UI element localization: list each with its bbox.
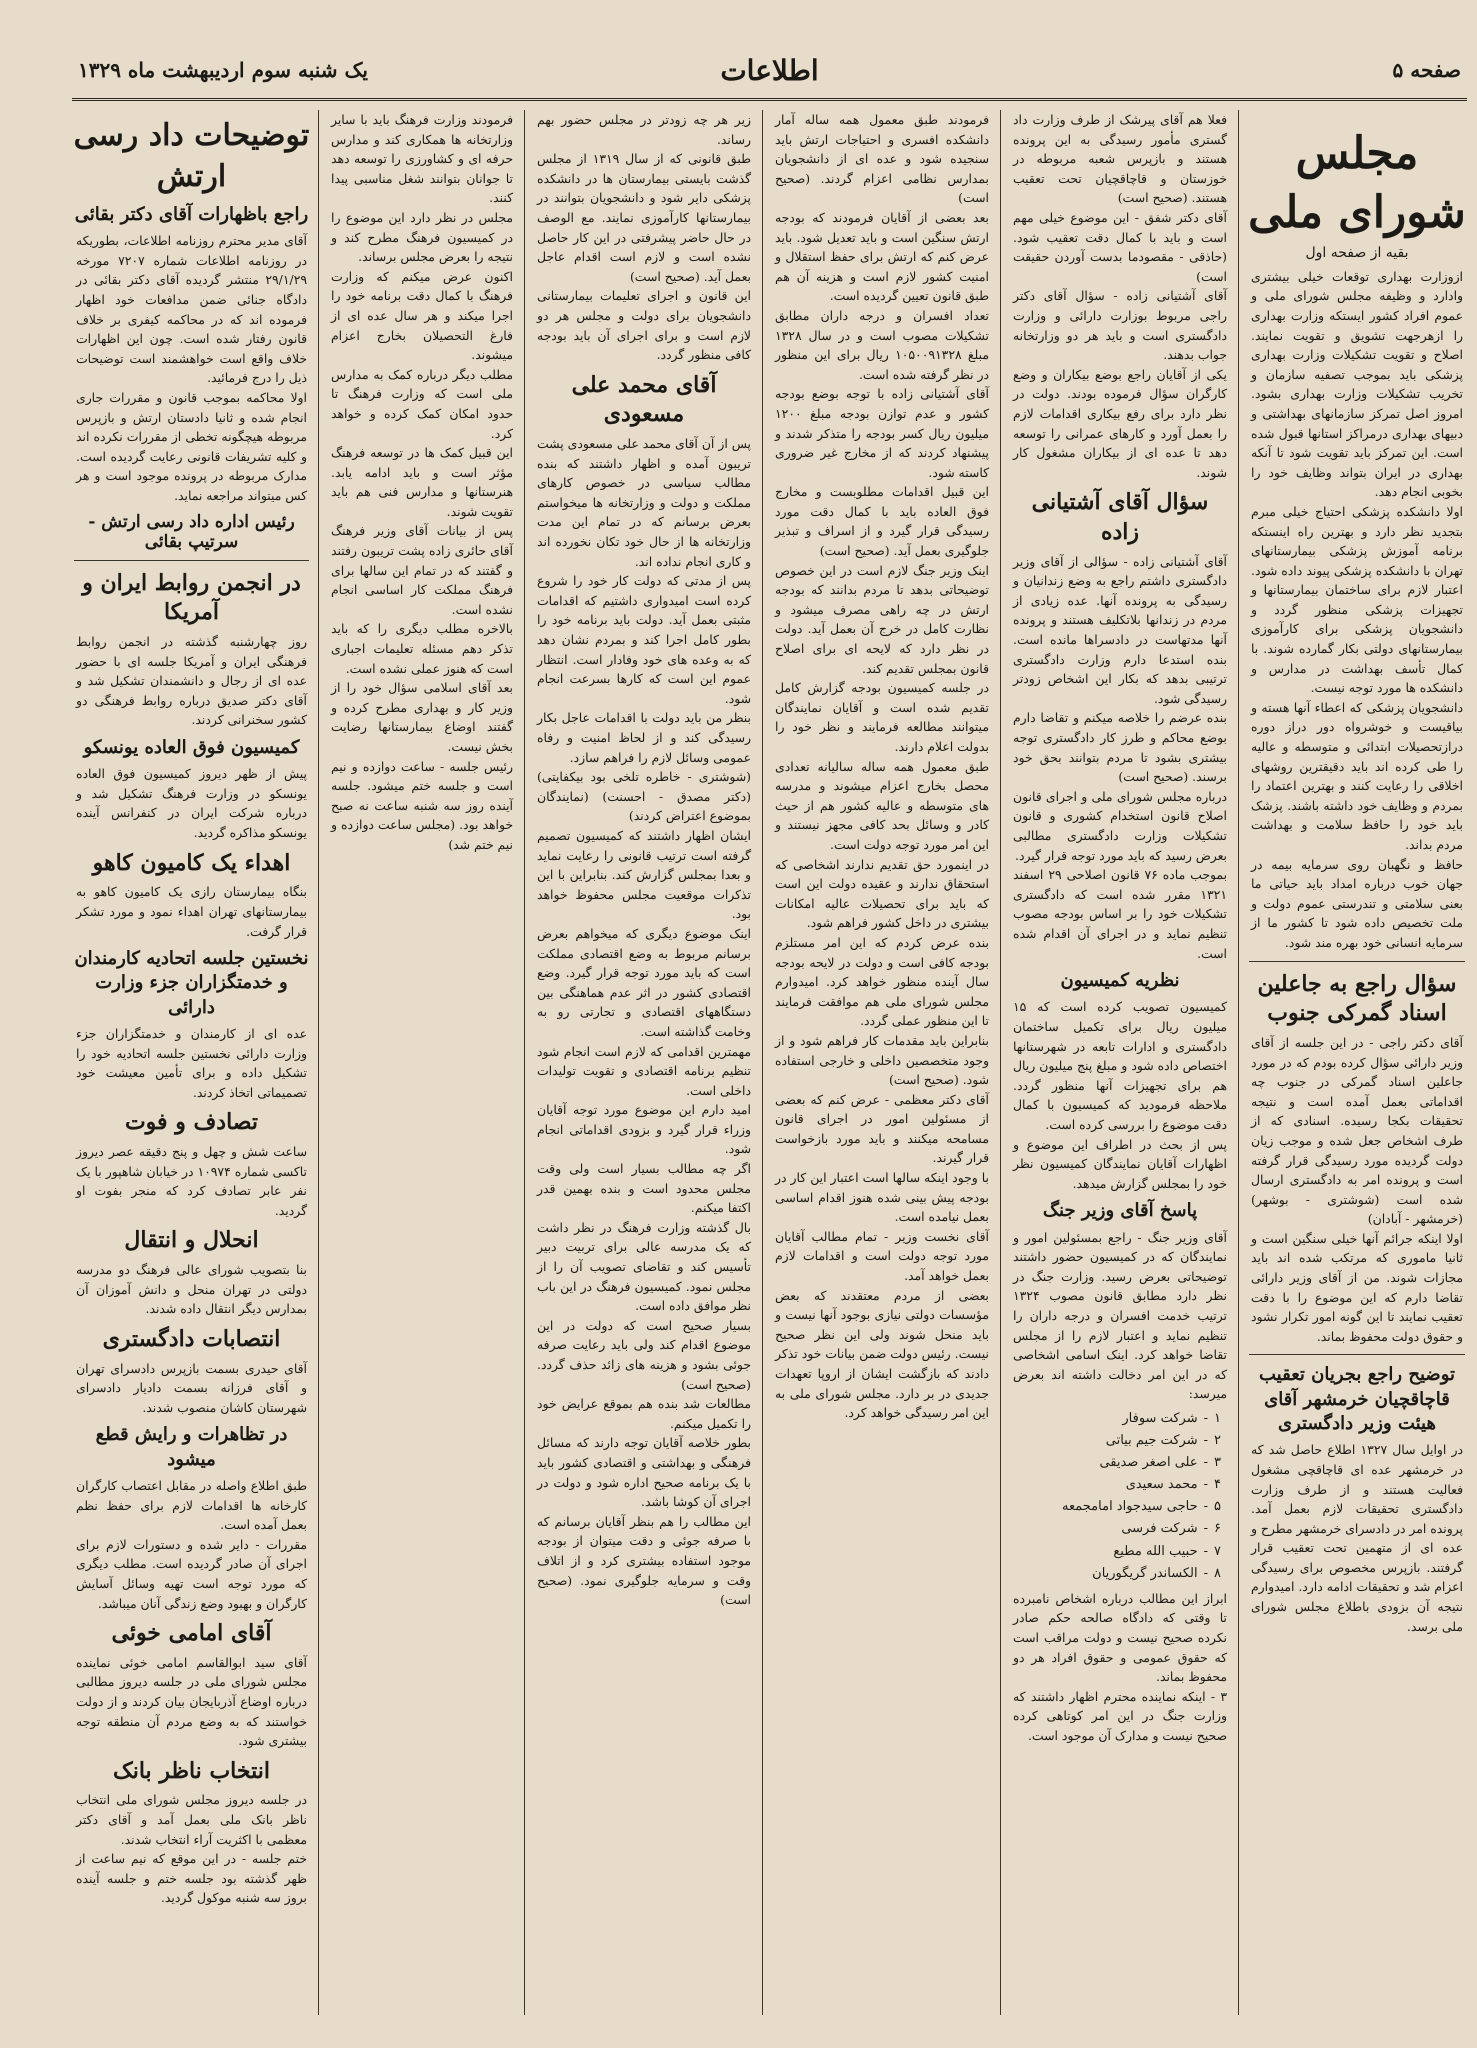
headline-unesco: کمیسیون فوق العاده یونسکو xyxy=(83,736,300,758)
paragraph: ازوزارت بهداری توقعات خیلی بیشتری وادارد و وظیفه مجلس شورای ملی و عموم افراد کشور ایستکه وزارت بهداری را ازهرجهت تشویق و تقویت نمایند. اصلاح و تقویت تشکیلات وزارت بهداری پزشکی باید بموجب تصفیه سازمان و تخریب تشکیلات وزارت بهداری بشود. امروز اصل تمرکز سازمانهای بهداشتی و دبیهای بهداری درمراکز استانها قبول شده است. این تمرکز باید تقویت شود تا آنکه بهداری در ایران بتواند وظایف خود را بخوبی انجام دهد. xyxy=(1251,268,1463,500)
paragraph: فرمودند وزارت فرهنگ باید با سایر وزارتخانه ها همکاری کند و مدارس حرفه ای و کشاورزی را توسعه دهد تا جوانان بتوانند شغل مناسبی پیدا کنند. xyxy=(331,112,513,206)
column-rule xyxy=(1000,110,1001,2015)
paragraph: آقای سید ابوالقاسم امامی خوئی نماینده مجلس شورای ملی در جلسه دیروز مطالبی درباره اوضاع آذربایجان بیان کردند و از دولت خواستند که به وضع مردم آن منطقه توجه بیشتری شود. xyxy=(76,1654,307,1749)
headline-ashtiani-question: سؤال آقای آشتیانی زاده xyxy=(1031,489,1209,545)
headline-bank-supervisor: انتخاب ناظر بانک xyxy=(113,1757,270,1784)
paragraph: فعلا هم آقای پیرشک از طرف وزارت داد گستری مأمور رسیدگی به این پرونده هستند و بازپرس شعبه مربوطه در خوزستان و قاچاقچیان تحت تعقیب هستند. (صحیح است) xyxy=(1013,112,1227,206)
paragraph: (شوشتری - خاطره تلخی بود بیکفایتی) (دکتر مصدق - احسنت) (نمایندگان بموضوع اعتراض کردند) xyxy=(537,769,751,824)
paragraph: آقای آشتیانی زاده - سؤالی از آقای وزیر دادگستری داشتم راجع به وضع زندانیان و رسیدگی به پرونده آنها. عده زیادی از مردم در زندانها بلاتکلیف هستند و پرونده آنها مدتهاست در دادسراها مانده است. بنده استدعا دارم وزارت دادگستری ترتیبی بدهد که بکار این اشخاص زودتر رسیدگی شود. xyxy=(1013,553,1227,706)
column-6 xyxy=(72,110,311,2015)
paragraph: ایشان اظهار داشتند که کمیسیون تصمیم گرفته است ترتیب قانونی را رعایت نماید و بعدا بمجلس گزارش کند. بنابراین با این تذکرات موقعیت مجلس محفوظ خواهد بود. xyxy=(537,827,751,922)
column-rule xyxy=(318,110,319,2015)
paragraph: بطور خلاصه آقایان توجه دارند که مسائل فرهنگی و بهداشتی و اقتصادی کشور باید با یک برنامه صحیح اداره شود و دولت در اجرای آن کوشا باشد. xyxy=(537,1435,751,1510)
paragraph: اولا اینکه جرائم آنها خیلی سنگین است و ثانیا ماموری که مرتکب شده اند باید مجازات شوند. من از آقای وزیر دارائی تقاضا دارم که این موضوع را با دقت تعقیب نمایند تا این گونه امور تکرار نشود و حقوق دولت محفوظ بماند. xyxy=(1251,1230,1463,1344)
paragraph: آقای آشتیانی زاده با توجه بوضع بودجه کشور و عدم توازن بودجه مبلغ ۱۲۰۰ میلیون ریال کسر بودجه را متذکر شدند و پیشنهاد کردند که از مخارج غیر ضروری کاسته شود. xyxy=(775,386,989,480)
paragraph: دانشجویان پزشکی که اعطاء آنها هسته و بیاقیست و خوشرواه دور دراز دوره درازتحصیلات ابتدائی و متوسطه و عالیه را طی کرده اند باید دقیقترین روشهای اخلاقی را رعایت کنند و بهترین اعتماد را بمردم و وظایف خود داشته باشند. پزشک باید خود را حافظ سلامت و بهداشت مردم بداند. xyxy=(1251,699,1463,852)
column-4 xyxy=(533,110,755,2015)
names-list xyxy=(1019,1408,1221,1585)
headline-accident: تصادف و فوت xyxy=(124,1109,259,1136)
signature-line: رئیس اداره داد رسی ارتش - سرتیپ بقائی xyxy=(88,511,295,552)
paragraph: پیش از ظهر دیروز کمیسیون فوق العاده یونسکو در وزارت فرهنگ تشکیل شد و درباره شرکت ایران در کنفرانس آینده یونسکو مذاکره گردید. xyxy=(76,766,307,841)
paragraph: یکی از آقایان راجع بوضع بیکاران و وضع کارگران سؤال فرموده بودند. دولت در نظر دارد برای رفع بیکاری اقدامات لازم را بعمل آورد و کارهای عمرانی را توسعه دهد تا عده ای از بیکاران مشغول کار شوند. xyxy=(1013,366,1227,480)
paragraph: اولا محاکمه بموجب قانون و مقررات جاری انجام شده و ثانیا دادستان ارتش و بازپرس مربوطه هیچگونه تخطی از مقررات نکرده اند و کلیه تشریفات قانونی رعایت گردیده است. مدارک مربوطه در پرونده موجود است و هر کس میتواند مراجعه نماید. xyxy=(76,390,307,504)
paragraph: مقررات - دایر شده و دستورات لازم برای اجرای آن صادر گردیده است. مطلب دیگری که مورد توجه است تهیه وسائل آسایش کارگران و بهبود وضع زندگی آنان میباشد. xyxy=(76,1536,307,1611)
paragraph: اکنون عرض میکنم که وزارت فرهنگ با کمال دقت برنامه خود را اجرا میکند و هر سال عده ای از فارغ التحصیلان بخارج اعزام میشوند. xyxy=(331,268,513,363)
paragraph: بنابراین باید مقدمات کار فراهم شود و از وجود متخصصین داخلی و خارجی استفاده شود. (صحیح است) xyxy=(775,1032,989,1088)
list-item: ۴ - محمد سعیدی xyxy=(1125,1477,1221,1493)
paragraph: ختم جلسه - در این موقع که نیم ساعت از ظهر گذشته بود جلسه ختم و جلسه آینده بروز سه شنبه موکول گردید. xyxy=(76,1851,307,1906)
paragraph: بعضی از مردم معتقدند که بعض مؤسسات دولتی نیازی بوجود آنها نیست و باید منحل شوند ولی این نظر صحیح نیست. رئیس دولت ضمن بیانات خود تذکر دادند که بازگشت ایشان از اروپا تعهدات جدیدی در بر دارد. مجلس شورای ملی به این امر رسیدگی خواهد کرد. xyxy=(775,1287,989,1421)
paragraph: آقای آشتیانی زاده - سؤال آقای دکتر راجی مربوط بوزارت دارائی و وزارت دادگستری است و باید هر دو وزارتخانه جواب بدهند. xyxy=(1013,288,1227,363)
headline-dissolution: انحلال و انتقال xyxy=(124,1227,259,1254)
headline-justice-appointments: انتصابات دادگستری xyxy=(102,1325,281,1352)
column-3 xyxy=(771,110,993,2015)
paragraph: فرمودند طبق معمول همه ساله آمار دانشکده افسری و احتیاجات ارتش باید سنجیده شود و عده ای از دانشجویان بمدارس نظامی اعزام گردند. (صحیح است) xyxy=(775,112,989,206)
headline-commission-opinion: نظریه کمیسیون xyxy=(1060,970,1180,992)
list-item: ۷ - حبیب الله مطیع xyxy=(1113,1543,1221,1559)
paragraph: در اینمورد حق تقدیم ندارند اشخاصی که استحقاق ندارند و عقیده دولت این است که باید برای تحصیلات عالیه امکانات بیشتری در داخل کشور فراهم شود. xyxy=(775,856,989,931)
column-rule xyxy=(1238,110,1239,2015)
paragraph: طبق قانونی که از سال ۱۳۱۹ از مجلس گذشت بایستی بیمارستان ها در دانشکده پزشکی دایر شود و دانشجویان بتوانند در بیمارستانها کارآموزی نمایند. مع الوصف در حال حاضر پیشرفتی در این کار حاصل نشده است و لازم است اقدام عاجل بعمل آید. (صحیح است) xyxy=(537,151,751,284)
divider xyxy=(1249,961,1465,962)
paragraph: پس از بیانات آقای وزیر فرهنگ آقای حائری زاده پشت تریبون رفتند و گفتند که در تمام این سالها برای فرهنگ مملکت کار اساسی انجام نشده است. xyxy=(331,523,513,617)
list-item: ۱ - شرکت سوفار xyxy=(1122,1411,1221,1426)
paragraph: بالاخره مطلب دیگری را که باید تذکر دهم مسئله تعلیمات اجباری است که هنوز عملی نشده است. xyxy=(331,621,513,676)
paragraph: زیر هر چه زودتر در مجلس حضور بهم رساند. xyxy=(537,112,751,147)
list-item: ۳ - علی اصغر صدیقی xyxy=(1099,1455,1221,1471)
paragraph: این مطالب را هم بنظر آقایان برسانم که با صرفه جوئی و دقت میتوان از بودجه موجود استفاده بیشتری کرد و از اتلاف وقت و سرمایه جلوگیری نمود. (صحیح است) xyxy=(537,1513,751,1608)
headline-finance-union: نخستین جلسه اتحادیه کارمندان و خدمتگزاران جزء وزارت دارائی xyxy=(74,948,309,1018)
paragraph: بنده عرض کردم که این امر مستلزم بودجه کافی است و دولت در لایحه بودجه سال آینده منظور خواهد کرد. امیدوارم مجلس شورای ملی هم موافقت فرمایند تا این منظور عملی گردد. xyxy=(775,934,989,1029)
paragraph: آقای نخست وزیر - تمام مطالب آقایان مورد توجه دولت است و اقدامات لازم بعمل خواهد آمد. xyxy=(775,1228,989,1284)
paragraph: پس از آن آقای محمد علی مسعودی پشت تریبون آمده و اظهار داشتند که بنده مطالب سیاسی در خصوص کارهای مملکت و دولت و وزارتخانه ها میخواستم بعرض برسانم که در تمام این مدت وزارتخانه ها از حال خود تکان نخورده اند و کاری انجام نداده اند. xyxy=(537,436,751,569)
masthead xyxy=(72,50,1467,101)
paragraph: پس از بحث در اطراف این موضوع و اظهارات آقایان نمایندگان کمیسیون نظر خود را بمجلس گزارش میدهد. xyxy=(1013,1136,1227,1191)
paragraph: مطالعات شد بنده هم بموقع عرایض خود را تکمیل میکنم. xyxy=(537,1396,751,1431)
divider xyxy=(74,560,309,561)
headline-iran-america: در انجمن روابط ایران و آمریکا xyxy=(82,569,301,626)
headline-khorramshahr-smugglers: توضیح راجع بجریان تعقیب قاچاقچیان خرمشهر آقای هیئت وزیر دادگستری xyxy=(1258,1364,1456,1435)
paragraph: در جلسه کمیسیون بودجه گزارش کامل تقدیم شده است و آقایان نمایندگان میتوانند مطالعه فرمایند و نظر خود را بدولت اعلام دارند. xyxy=(775,680,989,754)
list-item: ۲ - شرکت جیم بیاتی xyxy=(1105,1433,1221,1449)
paragraph: بال گذشته وزارت فرهنگ در نظر داشت که یک مدرسه عالی برای تربیت دبیر تأسیس کند و تقاضای تصویب آن را از مجلس نمود. کمیسیون فرهنگ در این باب نظر موافق داده است. xyxy=(537,1219,751,1314)
paragraph: درباره مجلس شورای ملی و اجرای قانون اصلاح قانون استخدام کشوری و قانون تشکیلات وزارت دادگستری مطالبی بعرض رسید که باید مورد توجه قرار گیرد. xyxy=(1013,788,1227,863)
paragraph: طبق اطلاع واصله در مقابل اعتصاب کارگران کارخانه ها اقدامات لازم برای حفظ نظم بعمل آمده است. xyxy=(76,1477,307,1533)
paragraph: این قانون و اجرای تعلیمات بیمارستانی دانشجویان برای دولت و مجلس هر دو لازم است و برای اجرای آن باید بودجه کافی منظور گردد. xyxy=(537,288,751,363)
column-5 xyxy=(327,110,517,2015)
paragraph: بنگاه بیمارستان رازی یک کامیون کاهو به بیمارستانهای تهران اهداء نمود و مورد تشکر قرار گرفت. xyxy=(76,884,307,939)
paragraph: بنده عرضم را خلاصه میکنم و تقاضا دارم بوضع محاکم و طرز کار دادگستری توجه بیشتری بشود تا مردم بتوانند بحق خود برسند. (صحیح است) xyxy=(1013,710,1227,785)
column-rule xyxy=(762,110,763,2015)
paragraph: بسیار صحیح است که دولت در این موضوع اقدام کند ولی باید رعایت صرفه جوئی بشود و هزینه های زائد حذف گردد. (صحیح است) xyxy=(537,1317,751,1392)
paragraph: طبق معمول همه ساله سالیانه تعدادی محصل بخارج اعزام میشوند و مدرسه های متوسطه و عالیه کشور هم از حیث کادر و وسائل بحد کافی مجهز نیستند و این امر مورد توجه دولت است. xyxy=(775,758,989,852)
column-2 xyxy=(1009,110,1231,2015)
paragraph: اینک موضوع دیگری که میخواهم بعرض برسانم مربوط به وضع اقتصادی مملکت است که باید مورد توجه قرار گیرد. وضع اقتصادی کشور در اثر عدم هماهنگی بین دستگاههای اقتصادی و تجارتی رو به وخامت گذاشته است. xyxy=(537,925,751,1039)
paragraph: ساعت شش و چهل و پنج دقیقه عصر دیروز تاکسی شماره ۱۰۹۷۴ در خیابان شاهپور با یک نفر عابر تصادف کرد که منجر بفوت او گردید. xyxy=(76,1144,307,1218)
paragraph: پس از مدتی که دولت کار خود را شروع کرده است امیدواری داشتیم که اقدامات مثبتی بعمل آید. دولت باید برنامه خود را بطور کامل اجرا کند و بمردم نشان دهد که به وعده های خود وفادار است. انتظار عموم این است که کارها بسرعت انجام شود. xyxy=(537,573,751,706)
article-title-majlis: مجلس شورای ملی xyxy=(1248,128,1466,239)
paragraph: مطلب دیگر درباره کمک به مدارس ملی است که وزارت فرهنگ تا حدود امکان کمک کرده و خواهد کرد. xyxy=(331,366,513,441)
paragraph: کمیسیون تصویب کرده است که ۱۵ میلیون ریال برای تکمیل ساختمان دادگستری و ادارات تابعه در شهرستانها اختصاص داده شود و مبلغ پنج میلیون ریال هم برای تجهیزات آنها منظور گردد. ملاحظه فرمودید که کمیسیون با کمال دقت موضوع را بررسی کرده است. xyxy=(1013,999,1227,1132)
paragraph: ابراز این مطالب درباره اشخاص نامبرده تا وقتی که دادگاه صالحه حکم صادر نکرده صحیح نیست و دولت مراقب است که حقوق عمومی و حقوق افراد هر دو محفوظ بماند. xyxy=(1013,1590,1227,1685)
paragraph: اینک وزیر جنگ لازم است در این خصوص توضیحاتی بدهد تا مردم بدانند که بودجه ارتش در چه راهی مصرف میشود و نظارت کامل در خرج آن بعمل آید. دولت در نظر دارد که لایحه ای برای اصلاح قانون بمجلس تقدیم کند. xyxy=(775,562,989,676)
divider xyxy=(1249,1354,1465,1355)
paragraph: آقای دکتر راجی - در این جلسه از آقای وزیر دارائی سؤال کرده بودم که در مورد جاعلین اسناد گمرکی در جنوب چه اقداماتی بعمل آمده است و نتیجه تحقیقات بکجا رسیده. اسنادی که از طرف اشخاص جعل شده و موجب زیان دولت گردیده مورد رسیدگی قرار گرفته است و پرونده امر به دادگستری ارسال شده است (شوشتری - بوشهر) (خرمشهر - آبادان) xyxy=(1251,1034,1463,1227)
paragraph: بنظر من باید دولت با اقدامات عاجل بکار رسیدگی کند و از لحاظ امنیت و رفاه عمومی وسائل لازم را فراهم سازد. xyxy=(537,710,751,765)
headline-emami-khoei: آقای امامی خوئی xyxy=(111,1620,272,1647)
list-item: ۵ - حاجی سیدجواد امامجمعه xyxy=(1062,1499,1221,1515)
column-1 xyxy=(1247,110,1467,2015)
headline-war-minister-reply: پاسخ آقای وزیر جنگ xyxy=(1042,1200,1198,1222)
page-number: صفحه ۵ xyxy=(1392,58,1461,82)
paragraph: بعد بعضی از آقایان فرمودند که بودجه ارتش سنگین است و باید تعدیل شود. باید عرض کنم که ارتش برای حفظ استقلال و امنیت کشور لازم است و هزینه آن هم طبق قانون تعیین گردیده است. xyxy=(775,209,989,304)
continued-note: بقیه از صفحه اول xyxy=(1305,244,1409,261)
newspaper-page xyxy=(72,50,1467,2020)
issue-date: یک شنبه سوم اردیبهشت ماه ۱۳۲۹ xyxy=(78,58,368,82)
headline-masoudi: آقای محمد علی مسعودی xyxy=(571,371,717,428)
column-rule xyxy=(524,110,525,2015)
paragraph: در جلسه دیروز مجلس شورای ملی انتخاب ناظر بانک ملی بعمل آمد و آقای دکتر معظمی با اکثریت آراء انتخاب شدند. xyxy=(76,1792,307,1847)
paragraph: اولا دانشکده پزشکی احتیاج خیلی مبرم بتجدید نظر دارد و بهترین راه اینستکه برنامه آموزش پزشکی بیمارستانهای تهران با دانشکده پزشکی پیوند داده شود. اعتبار لازم برای ساختمان بیمارستانها و تجهیزات پزشکی منظور گردد و دانشجویان پزشکی برای کارآموزی بیمارستانهای دولتی بکار گمارده شوند. با کمال تأسف بهداشت در مدارس و دانشکده ها مورد توجه نیست. xyxy=(1251,503,1463,696)
paragraph: مجلس در نظر دارد این موضوع را در کمیسیون فرهنگ مطرح کند و نتیجه را بعرض مجلس برساند. xyxy=(331,209,513,265)
paragraph: حافظ و نگهبان روی سرمایه بیمه در جهان خوب درباره امداد باید حیاتی ما بعنی سلامتی و تندرستی عموم دولت و ملت تخصیص داده شود تا کشور ما از سرمایه انسانی خود بهره مند شود. xyxy=(1251,856,1463,950)
paragraph: بنا بتصویب شورای عالی فرهنگ دو مدرسه دولتی در تهران منحل و دانش آموزان آن بمدارس دیگر انتقال داده شدند. xyxy=(76,1262,307,1317)
paragraph: آقای دکتر معظمی - عرض کنم که بعضی از مسئولین امور در اجرای قانون مسامحه میکنند و باید مورد بازخواست قرار گیرند. xyxy=(775,1091,989,1166)
paragraph: بموجب ماده ۷۶ قانون اصلاحی ۲۹ اسفند ۱۳۲۱ مقرر شده است که دادگستری تشکیلات خود را بر اساس بودجه مصوب تنظیم نماید و در اجرای آن اقدام شده است. xyxy=(1013,867,1228,961)
paragraph: آقای حیدری بسمت بازپرس دادسرای تهران و آقای فرزانه بسمت دادیار دادسرای شهرستان کاشان منصوب شدند. xyxy=(76,1360,307,1415)
paragraph: این قبیل کمک ها در توسعه فرهنگ مؤثر است و باید ادامه یابد. هنرستانها و مدارس فنی هم باید تقویت شوند. xyxy=(331,445,513,519)
paragraph: رئیس جلسه - ساعت دوازده و نیم است و جلسه ختم میشود. جلسه آینده روز سه شنبه ساعت نه صبح خواهد بود. (مجلس ساعت دوازده و نیم ختم شد) xyxy=(331,758,513,852)
subheadline-baghai: راجع باظهارات آقای دکتر بقائی xyxy=(74,204,309,225)
paragraph: آقای دکتر شفق - این موضوع خیلی مهم است و باید با کمال دقت تعقیب شود. (حاذقی - مقصودما بدست آوردن حقیقت است) xyxy=(1013,209,1227,284)
paragraph: امید دارم این موضوع مورد توجه آقایان وزراء قرار گیرد و بزودی اقداماتی انجام شود. xyxy=(537,1102,751,1157)
paragraph: با وجود اینکه سالها است اعتبار این کار در بودجه پیش بینی شده هنوز اقدام اساسی بعمل نیامده است. xyxy=(775,1170,989,1225)
headline-army-court: توضیحات داد رسی ارتش xyxy=(73,118,310,194)
paragraph: در اوایل سال ۱۳۲۷ اطلاع حاصل شد که در خرمشهر عده ای قاچاقچی مشغول فعالیت هستند و از طرف وزارت دادگستری تحقیقات لازم بعمل آمد. پرونده امر در دادسرای خرمشهر مطرح و عده ای از متهمین تحت تعقیب قرار گرفتند. بازپرس مخصوص برای رسیدگی اعزام شد و تحقیقات ادامه دارد. امیدوارم نتیجه آن بزودی باطلاع مجلس شورای ملی برسد. xyxy=(1251,1442,1463,1634)
paragraph: عده ای از کارمندان و خدمتگزاران جزء وزارت دارائی نخستین جلسه اتحادیه خود را تشکیل داده و برای تأمین معیشت خود تصمیماتی اتخاذ کردند. xyxy=(76,1025,307,1100)
paragraph: ۳ - اینکه نماینده محترم اظهار داشتند که وزارت جنگ در این امر کوتاهی کرده صحیح نیست و مدارک آن موجود است. xyxy=(1013,1688,1227,1743)
list-item: ۶ - شرکت فرسی xyxy=(1121,1521,1221,1537)
paragraph: این قبیل اقدامات مطلوبست و مخارج فوق العاده باید با کمال دقت مورد رسیدگی قرار گیرد و از اسراف و تبذیر جلوگیری بعمل آید. (صحیح است) xyxy=(775,484,989,559)
paragraph: تعداد افسران و درجه داران مطابق تشکیلات مصوب است و در سال ۱۳۲۸ مبلغ ۱۰۵۰۰۹۱۳۲۸ ریال برای این منظور در نظر گرفته شده است. xyxy=(775,307,990,382)
paragraph: آقای وزیر جنگ - راجع بمسئولین امور و نمایندگان که در کمیسیون حضور داشتند توضیحاتی بعرض رسید. وزارت جنگ در نظر دارد مطابق قانون مصوب ۱۳۲۴ ترتیب خدمت افسران و درجه داران را تنظیم نماید و اعتبار لازم را از مجلس تقاضا خواهد کرد. اینک اسامی اشخاصی که در این امر دخالت داشته اند بعرض میرسد: xyxy=(1013,1229,1227,1402)
paragraph: آقای مدیر محترم روزنامه اطلاعات، بطوریکه در روزنامه اطلاعات شماره ۷۲۰۷ مورخه ۲۹/۱/۲۹ منتشر گردیده آقای دکتر بقائی در دادگاه جنائی ضمن مدافعات خود اظهار فرموده اند که در محاکمه کیفری بر خلاف قانون رفتار شده است. چون این اظهارات خلاف واقع است خواهشمند است توضیحات ذیل را درج فرمائید. xyxy=(76,233,307,386)
paragraph: مهمترین اقدامی که لازم است انجام شود تنظیم برنامه اقتصادی و تقویت تولیدات داخلی است. xyxy=(537,1043,751,1098)
paragraph: روز چهارشنبه گذشته در انجمن روابط فرهنگی ایران و آمریکا جلسه ای با حضور عده ای از رجال و دانشمندان تشکیل شد و آقای دکتر صدیق درباره روابط فرهنگی دو کشور سخنرانی کردند. xyxy=(76,633,307,728)
headline-customs-forgers: سؤال راجع به جاعلین اسناد گمرکی جنوب xyxy=(1257,970,1457,1027)
paragraph: اگر چه مطالب بسیار است ولی وقت مجلس محدود است و بنده بهمین قدر اکتفا میکنم. xyxy=(537,1161,751,1216)
paragraph: بعد آقای اسلامی سؤال خود را از وزیر کار و بهداری مطرح کرده و گفتند اوضاع بیمارستانها رضایت بخش نیست. xyxy=(331,680,513,754)
list-item: ۸ - الکساندر گریگوریان xyxy=(1092,1565,1221,1581)
headline-lettuce: اهداء یک کامیون کاهو xyxy=(92,849,291,876)
headline-demonstrations: در تظاهرات و رایش قطع میشود xyxy=(95,1424,288,1470)
newspaper-name: اطلاعات xyxy=(720,54,819,87)
